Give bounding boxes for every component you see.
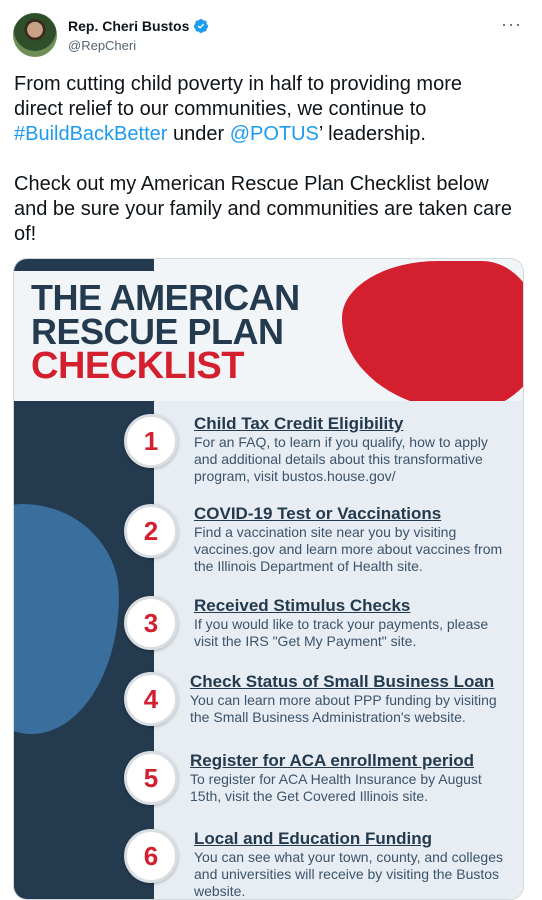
item-number: 2 <box>124 504 178 558</box>
title-line-2: RESCUE PLAN <box>31 311 284 352</box>
handle[interactable]: @RepCheri <box>68 38 137 53</box>
item-body: For an FAQ, to learn if you qualify, how to apply and additional details about this transformative program, visit bustos.house.gov/ <box>194 434 488 484</box>
tweet-text-segment: From cutting child poverty in half to providing more direct relief to our communities, we continue to <box>14 73 462 120</box>
avatar[interactable] <box>13 13 57 57</box>
hashtag-link[interactable]: #BuildBackBetter <box>14 123 168 145</box>
tweet-paragraph-1 <box>14 72 514 147</box>
tweet-paragraph-2: Check out my American Rescue Plan Checklist below and be sure your family and communities are taken care of! <box>14 173 513 245</box>
item-number: 6 <box>124 829 178 883</box>
author-name-row <box>68 18 209 34</box>
mention-link[interactable]: @POTUS <box>229 123 319 145</box>
item-title: COVID-19 Test or Vaccinations <box>194 504 442 523</box>
item-title: Received Stimulus Checks <box>194 596 411 615</box>
title-line-1: THE AMERICAN <box>31 277 300 318</box>
item-number: 4 <box>124 672 178 726</box>
item-title: Register for ACA enrollment period <box>190 751 474 770</box>
tweet-text-segment: under <box>167 123 230 145</box>
checklist-item <box>124 596 519 666</box>
tweet-text-segment: ’ leadership. <box>318 123 426 145</box>
item-title: Local and Education Funding <box>194 829 432 848</box>
item-title: Child Tax Credit Eligibility <box>194 414 404 433</box>
checklist-item <box>124 751 519 821</box>
item-number: 5 <box>124 751 178 805</box>
checklist-item <box>124 829 519 899</box>
item-number: 1 <box>124 414 178 468</box>
tweet-media-image[interactable] <box>13 258 524 900</box>
item-number: 3 <box>124 596 178 650</box>
item-title: Check Status of Small Business Loan <box>190 672 495 691</box>
tweet-text <box>14 72 514 272</box>
display-name[interactable]: Rep. Cheri Bustos <box>68 18 190 34</box>
item-body: You can learn more about PPP funding by visiting the Small Business Administration's website. <box>190 692 497 725</box>
verified-badge-icon <box>193 18 209 34</box>
title-line-3: CHECKLIST <box>31 345 244 387</box>
checklist-item <box>124 414 519 484</box>
more-options-icon[interactable]: ··· <box>501 14 522 34</box>
checklist-item <box>124 504 519 574</box>
graphic-title <box>31 277 300 387</box>
item-body: To register for ACA Health Insurance by August 15th, visit the Get Covered Illinois site. <box>190 771 482 804</box>
item-body: If you would like to track your payments, please visit the IRS "Get My Payment" site. <box>194 616 489 649</box>
checklist-item <box>124 672 519 742</box>
item-body: Find a vaccination site near you by visiting vaccines.gov and learn more about vaccines from the Illinois Department of Health site. <box>194 524 503 574</box>
graphic-top-bar <box>14 259 154 271</box>
item-body: You can see what your town, county, and colleges and universities will receive by visiting the Bustos website. <box>194 849 503 899</box>
